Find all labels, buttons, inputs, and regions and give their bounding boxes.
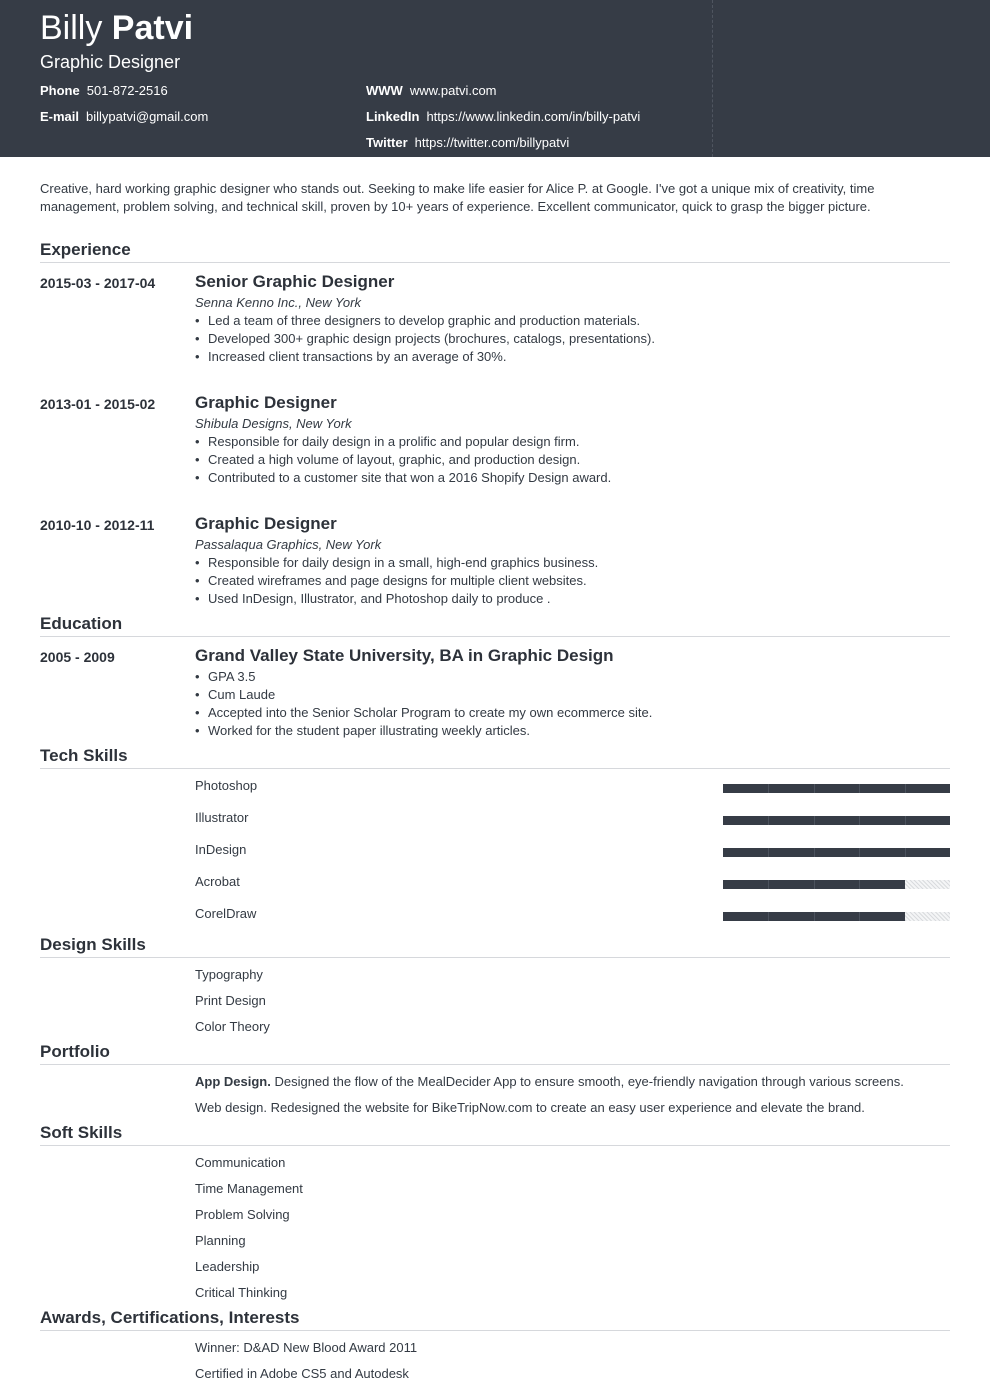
phone-value: 501-872-2516 [86,83,168,98]
contact-email [40,109,208,125]
contact-linkedin [366,109,640,125]
contact-phone [40,83,168,99]
skill-level-separator [768,784,769,793]
skill-level-separator [859,848,860,857]
job-dates: 2013-01 - 2015-02 [40,396,156,412]
skill-level-separator [859,784,860,793]
tech-skill-name: Illustrator [195,810,249,825]
skill-level-fill [723,816,950,825]
section-title-tech-skills: Tech Skills [40,746,950,769]
list-item: • Developed 300+ graphic design projects (brochures, catalogs, presentations). [195,330,655,348]
skill-level-bar [723,880,950,889]
skill-level-separator [768,816,769,825]
skill-level-separator [859,880,860,889]
list-item: • Used InDesign, Illustrator, and Photoshop daily to produce . [195,590,598,608]
email-value[interactable]: billypatvi@gmail.com [86,109,209,124]
job-dates: 2015-03 - 2017-04 [40,275,156,291]
section-title-portfolio: Portfolio [40,1042,950,1065]
skill-level-separator [814,880,815,889]
skill-level-bar [723,912,950,921]
tech-skill-name: Photoshop [195,778,258,793]
skill-level-separator [905,848,906,857]
soft-skill-item: Critical Thinking [195,1285,288,1300]
skill-level-separator [859,912,860,921]
list-item: • Worked for the student paper illustrating weekly articles. [195,722,652,740]
job-company: Passalaqua Graphics, New York [195,537,382,552]
contact-label: E-mail [40,109,80,124]
award-item: Winner: D&AD New Blood Award 2011 [195,1340,418,1355]
skill-level-separator [859,816,860,825]
resume-header [0,0,990,157]
job-dates: 2010-10 - 2012-11 [40,517,155,533]
tech-skill-name: InDesign [195,842,247,857]
skill-level-fill [723,848,950,857]
list-item: • GPA 3.5 [195,668,652,686]
skill-level-separator [905,784,906,793]
job-role: Senior Graphic Designer [195,272,395,291]
list-item: • Accepted into the Senior Scholar Program to create my own ecommerce site. [195,704,652,722]
skill-level-fill [723,784,950,793]
list-item: • Created wireframes and page designs for multiple client websites. [195,572,598,590]
twitter-link[interactable]: https://twitter.com/billypatvi [414,135,570,150]
contact-twitter [366,135,569,151]
list-item: • Created a high volume of layout, graphic, and production design. [195,451,611,469]
education-bullets [195,668,652,740]
contact-label: LinkedIn [366,109,420,124]
list-item: • Responsible for daily design in a small, high-end graphics business. [195,554,598,572]
tech-skill-name: CorelDraw [195,906,257,921]
contact-label: Phone [40,83,80,98]
award-item: Certified in Adobe CS5 and Autodesk [195,1366,409,1381]
design-skill-item: Print Design [195,993,266,1008]
skill-level-separator [768,912,769,921]
skill-level-separator [768,880,769,889]
education-degree: Grand Valley State University, BA in Graphic Design [195,646,614,665]
portfolio-item [195,1100,865,1116]
skill-level-separator [768,848,769,857]
tech-skill-name: Acrobat [195,874,240,889]
skill-level-separator [905,816,906,825]
summary-text: Creative, hard working graphic designer who stands out. Seeking to make life easier for Alice P. at Google. I've got a unique mix of creativity, time management, problem solving, and technical skill, proven by 10+ years of experience. Excellent communicator, quick to grasp the bigger picture. [40,181,875,214]
portfolio-item [195,1074,904,1090]
list-item: • Increased client transactions by an average of 30%. [195,348,655,366]
soft-skill-item: Communication [195,1155,286,1170]
soft-skill-item: Time Management [195,1181,303,1196]
job-company: Senna Kenno Inc., New York [195,295,361,310]
soft-skill-item: Leadership [195,1259,260,1274]
soft-skill-item: Problem Solving [195,1207,290,1222]
job-bullets [195,433,611,487]
list-item: • Cum Laude [195,686,652,704]
header-divider [712,0,713,157]
candidate-name [40,8,193,48]
section-title-education: Education [40,614,950,637]
section-title-awards: Awards, Certifications, Interests [40,1308,950,1331]
contact-label: Twitter [366,135,408,150]
skill-level-separator [814,848,815,857]
job-bullets [195,312,655,366]
job-company: Shibula Designs, New York [195,416,352,431]
job-bullets [195,554,598,608]
first-name: Billy [40,9,103,47]
list-item: • Led a team of three designers to develop graphic and production materials. [195,312,655,330]
website-link[interactable]: www.patvi.com [409,83,497,98]
soft-skill-item: Planning [195,1233,246,1248]
skill-level-separator [814,784,815,793]
job-role: Graphic Designer [195,514,337,533]
portfolio-item-text: Web design. Redesigned the website for BikeTripNow.com to create an easy user experience and elevate the brand. [195,1100,865,1115]
skill-level-separator [814,912,815,921]
skill-level-bar [723,816,950,825]
job-role: Graphic Designer [195,393,337,412]
skill-level-bar [723,784,950,793]
last-name: Patvi [111,9,194,47]
skill-level-separator [814,816,815,825]
design-skill-item: Color Theory [195,1019,270,1034]
list-item: • Responsible for daily design in a prolific and popular design firm. [195,433,611,451]
education-dates: 2005 - 2009 [40,649,115,665]
portfolio-item-title: App Design. [195,1074,271,1089]
job-title: Graphic Designer [40,52,181,72]
portfolio-item-text: Designed the flow of the MealDecider App to ensure smooth, eye-friendly navigation through various screens. [270,1074,904,1089]
linkedin-link[interactable]: https://www.linkedin.com/in/billy-patvi [426,109,641,124]
contact-label: WWW [366,83,403,98]
section-title-soft-skills: Soft Skills [40,1123,950,1146]
design-skill-item: Typography [195,967,263,982]
skill-level-bar [723,848,950,857]
list-item: • Contributed to a customer site that won a 2016 Shopify Design award. [195,469,611,487]
section-title-design-skills: Design Skills [40,935,950,958]
contact-www [366,83,497,99]
section-title-experience: Experience [40,240,950,263]
